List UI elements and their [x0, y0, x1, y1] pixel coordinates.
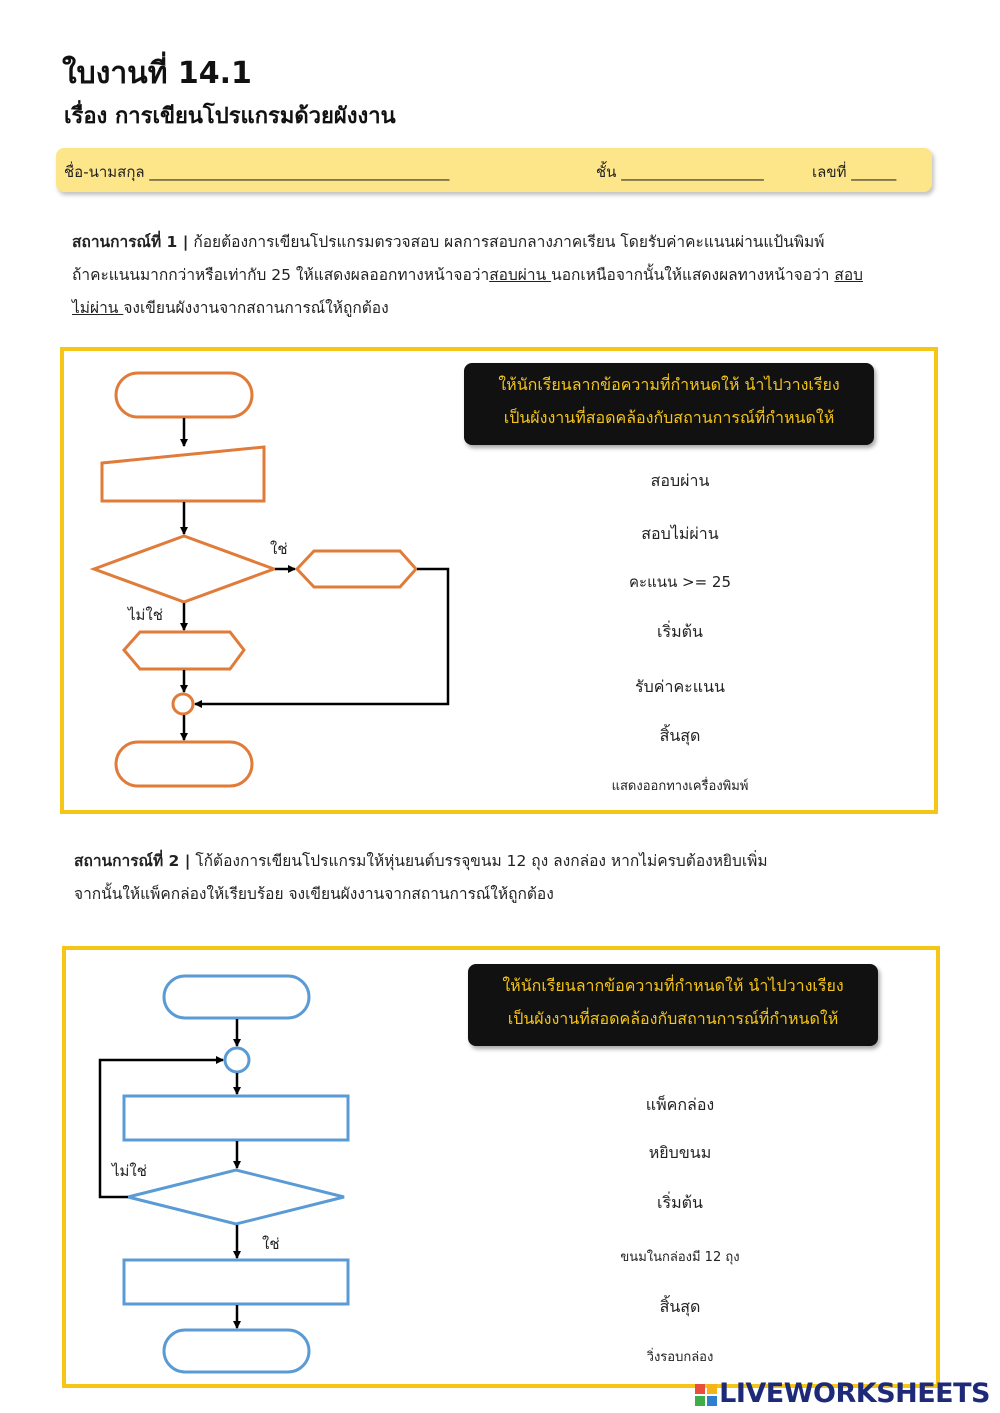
end-terminal-slot[interactable] — [164, 1330, 309, 1372]
option-end[interactable]: สิ้นสุด — [659, 726, 701, 745]
liveworksheets-logo — [695, 1378, 990, 1409]
connector — [225, 1048, 249, 1072]
option-score-condition[interactable]: คะแนน >= 25 — [628, 573, 732, 591]
flowchart-panel-1 — [60, 347, 938, 814]
liveworksheets-icon — [695, 1384, 717, 1406]
instruction-line: เป็นผังงานที่สอดคล้องกับสถานการณ์ที่กำหนดให้ — [507, 1009, 839, 1028]
instruction-box-2 — [468, 964, 878, 1046]
instruction-line: เป็นผังงานที่สอดคล้องกับสถานการณ์ที่กำหนดให้ — [503, 408, 835, 427]
name-field[interactable]: ชื่อ-นามสกุล ________________________________________ — [64, 163, 450, 181]
process-slot-1[interactable] — [124, 1096, 348, 1140]
situation1-line2-pre: ถ้าคะแนนมากกว่าหรือเท่ากับ 25 ให้แสดงผลออกทางหน้าจอว่า — [72, 266, 490, 284]
decision-slot[interactable] — [94, 536, 274, 602]
situation1-fail-text-a: สอบ — [834, 266, 863, 284]
situation2-line2: จากนั้นให้แพ็คกล่องให้เรียบร้อย จงเขียนผังงานจากสถานการณ์ให้ถูกต้อง — [74, 885, 554, 903]
worksheet-subtitle: เรื่อง การเขียนโปรแกรมด้วยผังงาน — [64, 104, 396, 129]
end-terminal-slot[interactable] — [116, 742, 252, 786]
connector — [173, 694, 193, 714]
no-label: ไม่ใช่ — [112, 1162, 147, 1180]
yes-label: ใช่ — [262, 1235, 280, 1253]
student-info-bar — [56, 148, 932, 192]
display-no-slot[interactable] — [124, 632, 244, 669]
option-print-output[interactable]: แสดงออกทางเครื่องพิมพ์ — [611, 779, 749, 794]
situation1-fail-text-b: ไม่ผ่าน — [72, 299, 124, 317]
start-terminal-slot[interactable] — [164, 976, 309, 1018]
situation1-label: สถานการณ์ที่ 1 | — [72, 233, 189, 251]
input-slot[interactable] — [102, 447, 264, 501]
brand-text: LIVEWORKSHEETS — [719, 1378, 990, 1409]
option-start[interactable]: เริ่มต้น — [657, 622, 703, 641]
situation1-pass-text: สอบผ่าน — [489, 266, 552, 284]
situation1-text — [72, 226, 952, 325]
yes-label: ใช่ — [270, 540, 288, 558]
situation2-text — [74, 845, 954, 911]
flowchart-panel-2 — [62, 946, 940, 1388]
option-pick-snack[interactable]: หยิบขนม — [648, 1143, 712, 1162]
process-slot-2[interactable] — [124, 1260, 348, 1304]
display-yes-slot[interactable] — [297, 551, 416, 587]
option-end[interactable]: สิ้นสุด — [659, 1297, 701, 1316]
class-field[interactable]: ชั้น ___________________ — [596, 163, 764, 181]
option-pack-box[interactable]: แพ็คกล่อง — [645, 1095, 715, 1114]
situation1-line2-mid: นอกเหนือจากนั้นให้แสดงผลทางหน้าจอว่า — [551, 266, 835, 284]
option-fail[interactable]: สอบไม่ผ่าน — [641, 524, 719, 543]
situation1-line1: ก้อยต้องการเขียนโปรแกรมตรวจสอบ ผลการสอบกลางภาคเรียน โดยรับค่าคะแนนผ่านแป้นพิมพ์ — [188, 233, 825, 251]
instruction-box-1 — [464, 363, 874, 445]
start-terminal-slot[interactable] — [116, 373, 252, 417]
situation2-label: สถานการณ์ที่ 2 | — [74, 852, 191, 870]
option-start[interactable]: เริ่มต้น — [657, 1193, 703, 1212]
option-snack-count-condition[interactable]: ขนมในกล่องมี 12 ถุง — [620, 1250, 740, 1265]
option-run-around-box[interactable]: วิ่งรอบกล่อง — [646, 1350, 714, 1365]
instruction-line: ให้นักเรียนลากข้อความที่กำหนดให้ นำไปวางเรียง — [502, 976, 844, 995]
instruction-line: ให้นักเรียนลากข้อความที่กำหนดให้ นำไปวางเรียง — [498, 375, 840, 394]
decision-slot[interactable] — [128, 1170, 344, 1224]
option-pass[interactable]: สอบผ่าน — [650, 471, 710, 490]
option-input-score[interactable]: รับค่าคะแนน — [635, 677, 725, 696]
situation1-line3: จงเขียนผังงานจากสถานการณ์ให้ถูกต้อง — [123, 299, 389, 317]
situation2-line1: โก้ต้องการเขียนโปรแกรมให้หุ่นยนต์บรรจุขนม 12 ถุง ลงกล่อง หากไม่ครบต้องหยิบเพิ่ม — [190, 852, 768, 870]
no-label: ไม่ใช่ — [128, 606, 163, 624]
number-field[interactable]: เลขที่ ______ — [812, 163, 897, 181]
worksheet-title: ใบงานที่ 14.1 — [62, 56, 252, 91]
